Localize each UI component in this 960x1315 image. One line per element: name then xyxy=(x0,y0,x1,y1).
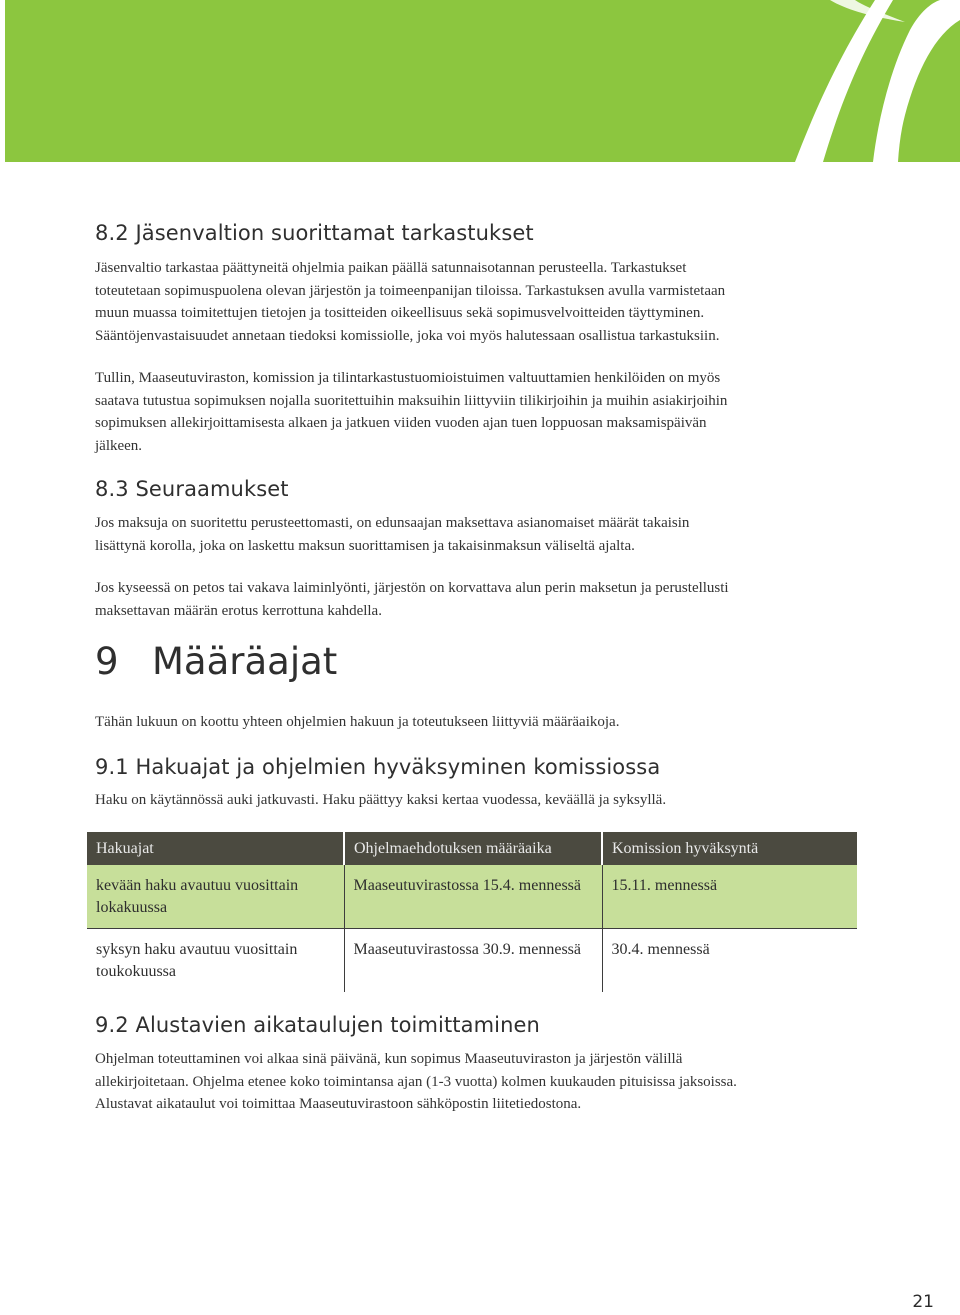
table-cell: Maaseutuvirastossa 15.4. mennessä xyxy=(344,865,602,929)
text-line: maksettavan määrän erotus kerrottuna kahdella. xyxy=(95,602,382,619)
table-cell: syksyn haku avautuu vuosittain toukokuussa xyxy=(87,929,344,993)
paragraph-9-intro xyxy=(95,711,835,734)
page-number: 21 xyxy=(912,1292,934,1312)
section-heading-8-3: 8.3 Seuraamukset xyxy=(95,477,289,501)
table-cell: kevään haku avautuu vuosittain lokakuussa xyxy=(87,865,344,929)
table-header-cell: Komission hyväksyntä xyxy=(602,832,857,865)
table-row xyxy=(87,929,857,993)
deadlines-table xyxy=(87,832,857,992)
text-line: Tullin, Maaseutuviraston, komission ja tilintarkastustuomioistuimen valtuuttamien henkilöiden on myös xyxy=(95,370,721,386)
table-cell: 30.4. mennessä xyxy=(602,929,857,993)
table-cell: 15.11. mennessä xyxy=(602,865,857,929)
paragraph-8-3-2 xyxy=(95,577,835,622)
text-line: saatava tutustua sopimuksen nojalla suoritettuihin maksuihin liittyviin tilikirjoihin ja muihin asiakirjoihin xyxy=(95,392,728,409)
text-line: Alustavat aikataulut voi toimittaa Maaseutuvirastoon sähköpostin liitetiedostona. xyxy=(95,1096,582,1112)
paragraph-9-2 xyxy=(95,1048,835,1116)
text-line: sopimuksen allekirjoittamisesta alkaen ja jatkuen viiden vuoden ajan tuen loppuosan maksamispäivän xyxy=(95,415,707,431)
chapter-heading-9 xyxy=(95,640,337,683)
paragraph-8-3-1 xyxy=(95,512,835,557)
section-heading-8-2: 8.2 Jäsenvaltion suorittamat tarkastukset xyxy=(95,221,534,245)
leaf-swoosh-graphic xyxy=(5,0,960,162)
text-line: jälkeen. xyxy=(95,437,143,454)
text-line: Haku on käytännössä auki jatkuvasti. Haku päättyy kaksi kertaa vuodessa, keväällä ja syksyllä. xyxy=(95,792,667,808)
chapter-number: 9 xyxy=(95,640,119,683)
text-line: allekirjoitetaan. Ohjelma etenee koko toimintansa ajan (1-3 vuotta) kolmen kuukauden pituisissa jaksoissa. xyxy=(95,1073,737,1090)
text-line: Sääntöjenvastaisuudet annetaan tiedoksi komissiolle, joka voi myös halutessaan osallistua tarkastuksiin. xyxy=(95,327,720,344)
paragraph-8-2-2 xyxy=(95,367,835,457)
table-header-row xyxy=(87,832,857,865)
paragraph-9-1 xyxy=(95,789,835,812)
table-cell: Maaseutuvirastossa 30.9. mennessä xyxy=(344,929,602,993)
text-line: Tähän lukuun on koottu yhteen ohjelmien hakuun ja toteutukseen liittyviä määräaikoja. xyxy=(95,714,620,730)
paragraph-8-2-1 xyxy=(95,257,835,347)
table-header-cell: Hakuajat xyxy=(87,832,344,865)
table-row xyxy=(87,865,857,929)
table-header-cell: Ohjelmaehdotuksen määräaika xyxy=(344,832,602,865)
text-line: Jos maksuja on suoritettu perusteettomasti, on edunsaajan maksettava asianomaiset määrät takaisin xyxy=(95,515,690,531)
text-line: muun muassa toimitettujen tietojen ja tositteiden oikeellisuus sekä sopimusvelvoitteiden täyttyminen. xyxy=(95,305,705,321)
text-line: lisättynä korolla, joka on laskettu maksun suorittamisen ja takaisinmaksun väliseltä ajalta. xyxy=(95,537,635,554)
chapter-title: Määräajat xyxy=(152,640,338,683)
text-line: Jäsenvaltio tarkastaa päättyneitä ohjelmia paikan päällä satunnaisotannan perusteella. Tarkastukset xyxy=(95,260,687,276)
section-heading-9-1: 9.1 Hakuajat ja ohjelmien hyväksyminen komissiossa xyxy=(95,755,661,779)
text-line: Ohjelman toteuttaminen voi alkaa sinä päivänä, kun sopimus Maaseutuviraston ja järjestön välillä xyxy=(95,1051,683,1067)
text-line: Jos kyseessä on petos tai vakava laiminlyönti, järjestön on korvattava alun perin maksetun ja perustellusti xyxy=(95,580,729,596)
header-banner xyxy=(5,0,960,162)
text-line: toteutetaan sopimuspuolena olevan järjestön ja toimeenpanijan tiloissa. Tarkastuksen avulla varmistetaan xyxy=(95,282,726,299)
section-heading-9-2: 9.2 Alustavien aikataulujen toimittaminen xyxy=(95,1013,540,1037)
